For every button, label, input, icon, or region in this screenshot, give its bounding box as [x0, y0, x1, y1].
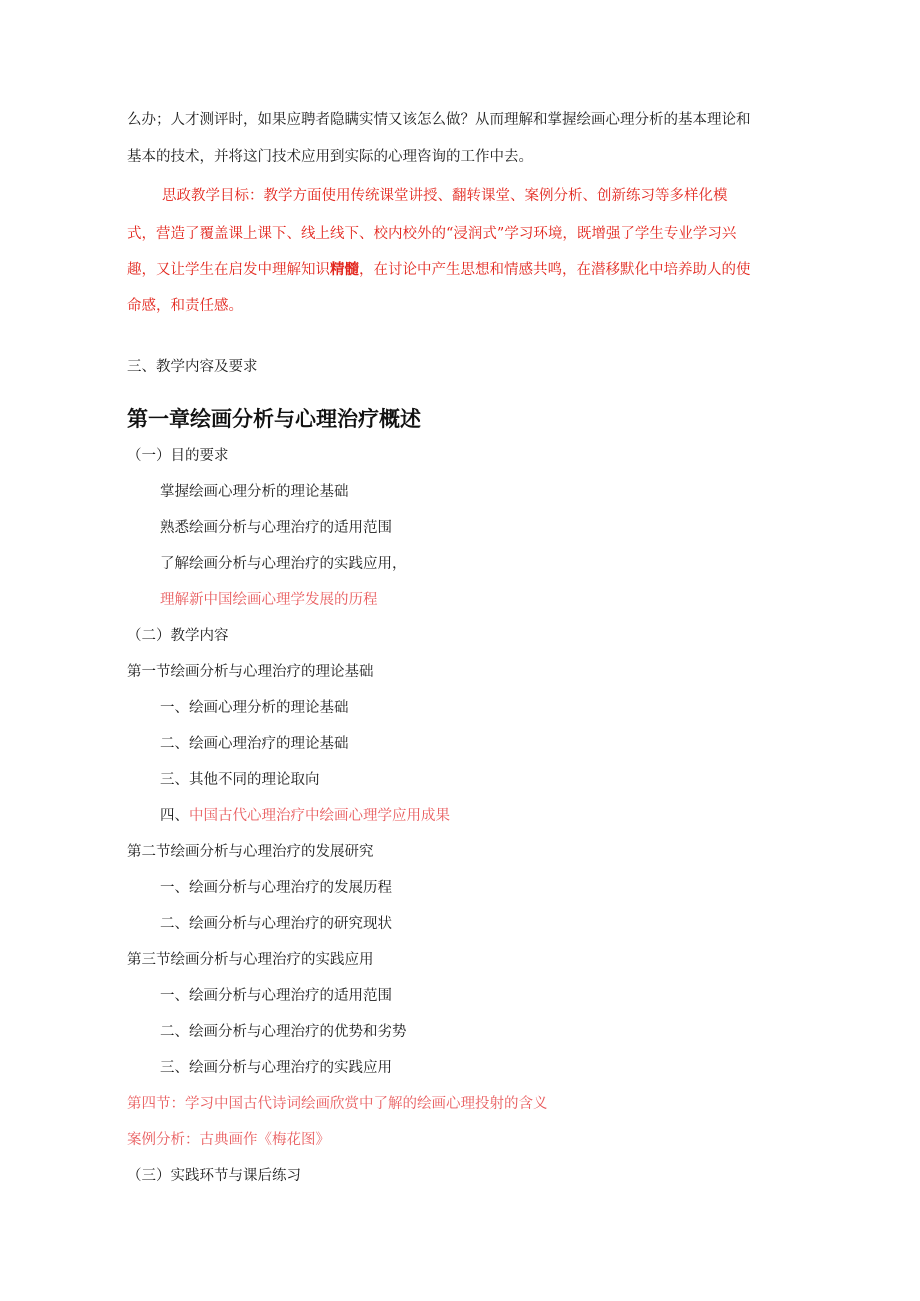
ideology-emphasis: 精髓 [330, 261, 359, 278]
intro-line-1: 么办；人才测评时，如果应聘者隐瞒实情又该怎么做？从而理解和掌握绘画心理分析的基本理论和 [127, 112, 751, 128]
section-3-item: 三、绘画分析与心理治疗的实践应用 [160, 1060, 392, 1076]
ideology-line-3 [127, 260, 751, 280]
section-2-item: 一、绘画分析与心理治疗的发展历程 [160, 880, 392, 896]
section-title: 三、教学内容及要求 [127, 359, 258, 375]
ideology-line-3-end: ，在讨论中产生思想和情感共鸣，在潜移默化中培养助人的使 [359, 262, 751, 278]
objective-item: 掌握绘画心理分析的理论基础 [160, 484, 349, 500]
section-1-item-4-highlight: 中国古代心理治疗中绘画心理学应用成果 [189, 808, 450, 824]
section-1-item-4-prefix: 四、 [160, 808, 189, 824]
ideology-line-3-start: 趣，又让学生在启发中理解知识 [127, 262, 330, 278]
objective-highlight: 理解新中国绘画心理学发展的历程 [160, 592, 378, 608]
section-3-title: 第三节绘画分析与心理治疗的实践应用 [127, 952, 374, 968]
section-4-title: 第四节：学习中国古代诗词绘画欣赏中了解的绘画心理投射的含义 [127, 1096, 548, 1112]
objective-item: 了解绘画分析与心理治疗的实践应用， [160, 556, 407, 572]
intro-line-2: 基本的技术，并将这门技术应用到实际的心理咨询的工作中去。 [127, 149, 533, 165]
chapter-title: 第一章绘画分析与心理治疗概述 [127, 407, 421, 431]
ideology-line-2: 式，营造了覆盖课上课下、线上线下、校内校外的“浸润式”学习环境，既增强了学生专业学习兴 [127, 226, 737, 242]
section-3-item: 二、绘画分析与心理治疗的优势和劣势 [160, 1024, 407, 1040]
section-3-item: 一、绘画分析与心理治疗的适用范围 [160, 988, 392, 1004]
section-1-title: 第一节绘画分析与心理治疗的理论基础 [127, 664, 374, 680]
ideology-line-1: 思政教学目标：教学方面使用传统课堂讲授、翻转课堂、案例分析、创新练习等多样化模 [162, 188, 728, 204]
section-1-item: 三、其他不同的理论取向 [160, 772, 320, 788]
section-1-item: 一、绘画心理分析的理论基础 [160, 700, 349, 716]
ideology-line-4: 命感，和责任感。 [127, 298, 243, 314]
section-2-item: 二、绘画分析与心理治疗的研究现状 [160, 916, 392, 932]
objective-item: 熟悉绘画分析与心理治疗的适用范围 [160, 520, 392, 536]
section-2-title: 第二节绘画分析与心理治疗的发展研究 [127, 844, 374, 860]
section-1-item: 二、绘画心理治疗的理论基础 [160, 736, 349, 752]
content-heading: （二）教学内容 [127, 628, 229, 644]
section-1-item-4 [160, 806, 450, 826]
case-analysis: 案例分析：古典画作《梅花图》 [127, 1132, 330, 1148]
practice-heading: （三）实践环节与课后练习 [127, 1168, 301, 1184]
objectives-heading: （一）目的要求 [127, 448, 229, 464]
